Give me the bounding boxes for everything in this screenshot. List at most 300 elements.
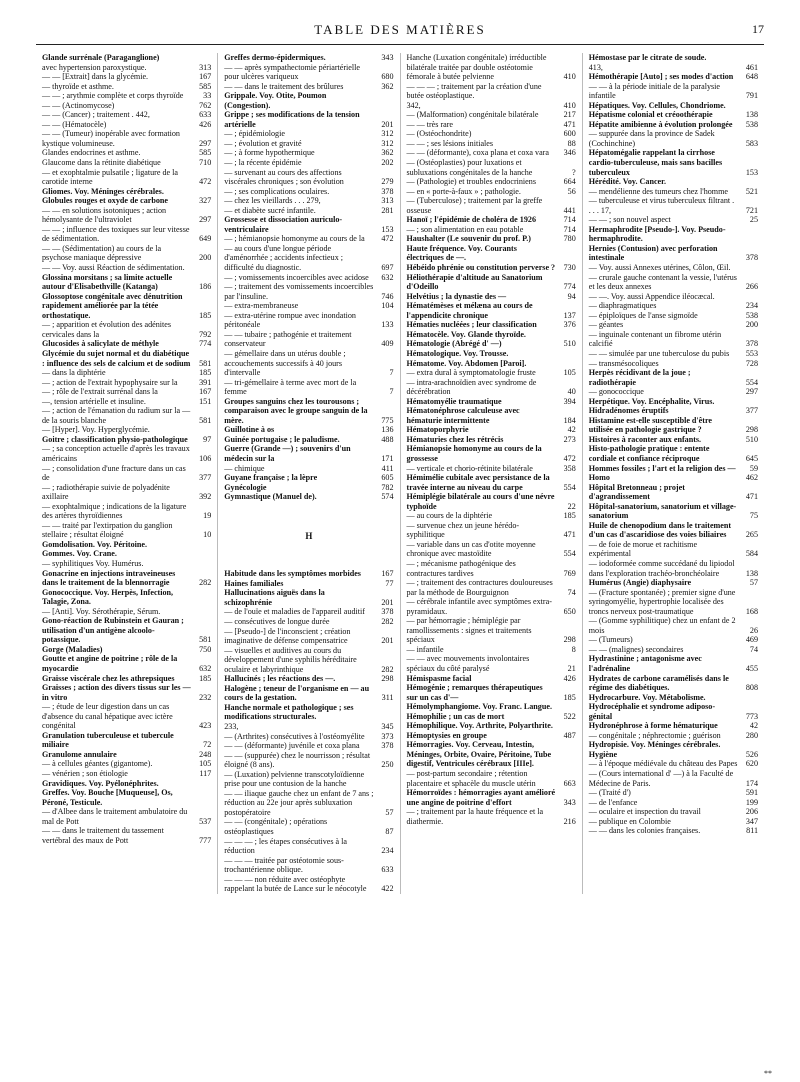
index-entry xyxy=(42,63,211,73)
entry-page: 728 xyxy=(745,358,758,368)
index-entry xyxy=(42,53,211,63)
entry-page: 298 xyxy=(381,674,394,684)
entry-text: — — ; son nouvel aspect xyxy=(588,215,671,225)
index-entry xyxy=(224,770,393,789)
entry-text: — ; action de l'extrait hypophysaire sur la xyxy=(42,377,178,387)
entry-text: Hématonéphrose calculeuse avec hématurie intermittente xyxy=(406,406,520,425)
index-entry xyxy=(42,91,211,101)
entry-page: 74 xyxy=(749,644,758,654)
entry-page: 591 xyxy=(745,788,758,798)
entry-text: Hépatisme colonial et créoothérapie xyxy=(588,110,713,120)
index-entry xyxy=(589,273,758,292)
entry-text: — (Cours international d' —) à la Faculté de Médecine de Paris. xyxy=(588,769,734,788)
entry-page: 649 xyxy=(199,234,212,244)
entry-text: Hébéido phrénie ou constitution perverse ? xyxy=(406,263,556,273)
entry-text: — de l'ouïe et maladies de l'appareil auditif xyxy=(224,607,365,617)
index-entry xyxy=(42,654,211,673)
index-entry xyxy=(407,406,576,425)
entry-page: 77 xyxy=(385,578,394,588)
entry-text: — — (déformante), coxa plana et coxa vara xyxy=(406,148,549,158)
entry-text: Guyane française ; la lèpre xyxy=(224,473,318,483)
entry-text: — au cours d'une longue période d'aménorrhée ; accidents infectieux ; difficulté du diagnostic. xyxy=(224,243,344,273)
entry-page: 538 xyxy=(745,310,758,320)
entry-text: Gonacrine en injections intraveineuses dans le traitement de la blennorragie xyxy=(42,568,176,588)
entry-page: 184 xyxy=(563,415,576,425)
index-entry xyxy=(589,635,758,645)
entry-page: 721 xyxy=(745,205,758,215)
entry-text: Gorge (Maladies) xyxy=(42,644,103,654)
index-entry xyxy=(224,579,393,589)
entry-page: 811 xyxy=(746,826,758,836)
entry-text: — (Ostéoplasties) pour luxations et subluxations congénitales de la hanche xyxy=(406,158,533,177)
index-entry xyxy=(42,387,211,397)
index-entry xyxy=(42,549,211,559)
entry-page: 185 xyxy=(199,310,212,320)
entry-page: 377 xyxy=(745,406,758,416)
entry-text: Guinée portugaise ; le paludisme. xyxy=(224,434,340,444)
entry-page: 57 xyxy=(749,578,758,588)
index-entry xyxy=(224,569,393,579)
entry-text: Huile de chenopodium dans le traitement d'un cas d'ascaridiose des voies biliaires xyxy=(588,520,732,540)
index-entry xyxy=(42,521,211,540)
index-entry xyxy=(407,807,576,826)
entry-page: 521 xyxy=(745,186,758,196)
index-entry xyxy=(589,63,758,73)
entry-text: Hydrocéphalie et syndrome adiposo-génital xyxy=(588,702,716,721)
entry-text: — et exophtalmie pulsatile ; ligature de la carotide interne xyxy=(42,167,178,187)
entry-text: Herpétique. Voy. Encéphalite, Virus. xyxy=(588,396,715,406)
entry-page: 312 xyxy=(381,138,394,148)
index-entry xyxy=(407,559,576,578)
index-entry xyxy=(224,425,393,435)
entry-text: — — (malignes) secondaires xyxy=(588,644,684,654)
index-entry xyxy=(407,712,576,722)
page-number: 17 xyxy=(752,22,764,36)
entry-text: — —. Voy. aussi Appendice iléocæcal. xyxy=(588,291,715,301)
entry-text: — exophtalmique ; indications de la ligature des artères thyroïdiennes xyxy=(42,501,187,521)
entry-text: Hydrastinine ; antagonisme avec l'adrénaline xyxy=(588,654,702,673)
index-entry xyxy=(224,492,393,502)
entry-text: Haute fréquence. Voy. Courants électriques de —. xyxy=(406,243,517,263)
entry-text: Goitre ; classification physio-pathologique xyxy=(42,434,188,444)
index-entry xyxy=(224,397,393,426)
entry-page: 645 xyxy=(745,453,758,463)
index-entry xyxy=(589,731,758,741)
index-entry xyxy=(42,607,211,617)
entry-text: — — — ; les étapes consécutives à la réduction xyxy=(224,836,347,856)
entry-text: — — dans le traitement du tassement vertébral des maux de Pott xyxy=(42,826,164,845)
entry-text: — tri-gémellaire à terme avec mort de la femme xyxy=(224,377,357,397)
entry-text: Granulome annulaire xyxy=(42,749,117,759)
entry-text: — ; consolidation d'une fracture dans un cas de xyxy=(42,463,186,483)
entry-page: 201 xyxy=(381,636,394,646)
entry-page: 632 xyxy=(199,664,212,673)
index-entry xyxy=(407,368,576,378)
entry-text: — [Pseudo-] de l'inconscient ; création imaginative de défense compensatrice xyxy=(224,626,351,646)
entry-page: 409 xyxy=(381,339,394,349)
entry-text: Hématologique. Voy. Trousse. xyxy=(406,348,509,358)
index-entry xyxy=(589,588,758,617)
entry-text: — — — traitée par ostéotomie sous-trochantérienne oblique. xyxy=(224,855,344,875)
entry-text: — [Anti]. Voy. Sérothérapie, Sérum. xyxy=(42,606,161,616)
index-entry xyxy=(224,53,393,63)
index-entry xyxy=(42,464,211,483)
entry-page: 471 xyxy=(563,119,576,129)
entry-text: Hématologie (Abrégé d' —) xyxy=(406,339,502,349)
entry-text: Guillotine à os xyxy=(224,425,275,435)
entry-text: — (Traité d') xyxy=(588,788,631,798)
index-entry xyxy=(407,578,576,597)
entry-text: Histo-pathologie pratique : entente cordiale et confiance réciproque xyxy=(588,444,710,463)
entry-page: 266 xyxy=(745,282,758,292)
entry-page: 75 xyxy=(749,511,758,521)
entry-page: 373 xyxy=(381,731,394,741)
index-entry xyxy=(407,120,576,130)
entry-text: Goutte et angine de poitrine ; rôle de la myocardie xyxy=(42,654,178,673)
index-entry xyxy=(407,53,576,82)
entry-text: Hémianopsie homonyme au cours de la grossesse xyxy=(406,444,542,463)
entry-text: — à l'époque médiévale du château des Papes xyxy=(588,759,738,769)
entry-text: — — ; ses lésions initiales xyxy=(406,138,494,148)
entry-page: 185 xyxy=(563,692,576,702)
entry-text: Hématomyélie traumatique xyxy=(406,396,502,406)
entry-text: — — dans les colonies françaises. xyxy=(588,826,701,836)
entry-page: 510 xyxy=(563,339,576,349)
entry-page: 581 xyxy=(199,635,212,645)
entry-page: 411 xyxy=(381,463,394,473)
index-entry xyxy=(407,234,576,244)
index-column-1 xyxy=(36,53,217,894)
index-entry xyxy=(407,225,576,235)
index-entry xyxy=(589,740,758,750)
entry-page: 26 xyxy=(749,625,758,635)
entry-page: 583 xyxy=(745,138,758,148)
entry-text: Gynécologie xyxy=(224,482,267,492)
index-entry xyxy=(589,148,758,177)
index-entry xyxy=(407,788,576,807)
index-entry xyxy=(407,425,576,435)
index-entry xyxy=(224,215,393,234)
index-entry xyxy=(42,339,211,349)
entry-page: 105 xyxy=(199,759,212,769)
entry-text: — infantile xyxy=(406,644,444,654)
entry-page: 105 xyxy=(563,368,576,378)
index-entry xyxy=(589,654,758,673)
entry-page: 633 xyxy=(381,865,394,875)
entry-page: 487 xyxy=(563,730,576,740)
entry-page: 10 xyxy=(203,530,212,540)
index-entry xyxy=(224,741,393,751)
index-entry xyxy=(42,158,211,168)
index-entry xyxy=(589,368,758,387)
entry-page: 538 xyxy=(745,119,758,129)
index-entry xyxy=(224,330,393,349)
entry-page: 57 xyxy=(385,807,394,817)
entry-page: 59 xyxy=(749,463,758,473)
index-entry xyxy=(42,292,211,321)
entry-page: 537 xyxy=(199,816,212,826)
index-entry xyxy=(407,292,576,302)
index-entry xyxy=(407,129,576,139)
entry-page: 392 xyxy=(199,492,212,502)
index-entry xyxy=(224,91,393,110)
entry-page: 581 xyxy=(199,415,212,425)
index-entry xyxy=(589,788,758,798)
entry-page: 362 xyxy=(381,148,394,158)
entry-text: — survenue chez un jeune hérédo-syphilitique xyxy=(406,520,520,540)
entry-page: 185 xyxy=(199,673,212,683)
index-entry xyxy=(224,875,393,894)
entry-page: 21 xyxy=(567,664,576,673)
index-entry xyxy=(224,444,393,463)
entry-text: — extra-membraneuse xyxy=(224,301,299,311)
index-entry xyxy=(224,139,393,149)
entry-page: 313 xyxy=(381,196,394,206)
index-entry xyxy=(42,540,211,550)
entry-text: — suppurée dans la province de Sadek (Cochinchine) xyxy=(588,129,715,148)
entry-text: — (Tumeurs) xyxy=(588,635,633,645)
index-entry xyxy=(589,750,758,760)
entry-page: 581 xyxy=(199,358,212,368)
entry-page: 410 xyxy=(563,100,576,110)
entry-page: 585 xyxy=(199,81,212,91)
entry-page: 620 xyxy=(745,759,758,769)
index-entry xyxy=(42,225,211,244)
entry-page: 774 xyxy=(199,339,212,349)
index-entry xyxy=(589,483,758,502)
entry-text: — — ; arythmie complète et corps thyroïde xyxy=(42,91,184,101)
entry-page: 250 xyxy=(381,760,394,770)
entry-text: Gono-réaction de Rubinstein et Gauran ; utilisation d'un antigène alcoolo-potassique. xyxy=(42,616,184,645)
entry-text: — — (congénitale) ; opérations ostéoplastiques xyxy=(224,817,328,837)
entry-page: 471 xyxy=(745,492,758,502)
entry-text: Gomdolisation. Voy. Péritoine. xyxy=(42,539,148,549)
index-entry xyxy=(407,101,576,111)
entry-text: Graisse viscérale chez les athrepsiques xyxy=(42,673,175,683)
index-entry xyxy=(42,779,211,789)
entry-text: — ; traitement des vomissements incoercibles par l'insuline. xyxy=(224,282,374,301)
entry-text: — (Fracture spontanée) ; premier signe d'une syringomyélie, hypertrophie localisée des troncs nerveux post-traumatique xyxy=(588,587,736,616)
entry-page: 137 xyxy=(563,310,576,320)
index-entry xyxy=(42,168,211,187)
entry-text: — ; apparition et évolution des adénites cervicales dans la xyxy=(42,320,172,339)
entry-text: — — (Hématocèle) xyxy=(42,119,107,129)
index-entry xyxy=(42,244,211,263)
entry-text: Hématome. Voy. Abdomen [Paroi]. xyxy=(406,358,527,368)
index-entry xyxy=(407,215,576,225)
index-entry xyxy=(589,521,758,540)
index-entry xyxy=(224,627,393,646)
entry-page: 455 xyxy=(745,664,758,673)
entry-page: 792 xyxy=(199,329,212,339)
entry-text: Guerre (Grande —) ; souvenirs d'un médecin sur la xyxy=(224,444,351,463)
entry-text: — gémellaire dans un utérus double ; accouchements successifs à 40 jours d'intervalle xyxy=(224,348,346,378)
index-entry xyxy=(42,349,211,368)
entry-text: Hommes fossiles ; l'art et la religion des — xyxy=(588,463,736,473)
entry-text: — — dans le traitement des brûlures xyxy=(224,81,344,91)
entry-text: — ; à forme hypothermique xyxy=(224,148,315,158)
entry-page: 391 xyxy=(199,377,212,387)
index-entry xyxy=(224,196,393,206)
index-entry xyxy=(42,788,211,807)
entry-text: — ; traitement par la haute fréquence et la diathermie. xyxy=(406,807,544,826)
entry-page: 378 xyxy=(745,339,758,349)
entry-text: — ; action de l'émanation du radium sur la — de la souris blanche xyxy=(42,406,191,425)
entry-page: 42 xyxy=(749,721,758,731)
index-entry xyxy=(589,320,758,330)
entry-page: 378 xyxy=(381,741,394,751)
index-entry xyxy=(224,684,393,703)
index-entry xyxy=(407,320,576,330)
entry-page: 297 xyxy=(199,138,212,148)
entry-text: Hydrates de carbone caramélisés dans le régime des diabétiques. xyxy=(588,673,729,693)
entry-page: 298 xyxy=(745,425,758,435)
index-entry xyxy=(224,856,393,875)
entry-page: 777 xyxy=(199,835,212,845)
entry-page: 201 xyxy=(381,597,394,607)
index-entry xyxy=(407,330,576,340)
index-entry xyxy=(407,110,576,120)
entry-page: 472 xyxy=(199,177,212,187)
index-entry xyxy=(589,82,758,101)
index-entry xyxy=(42,368,211,378)
entry-page: 282 xyxy=(381,616,394,626)
index-entry xyxy=(589,263,758,273)
entry-page: 510 xyxy=(745,434,758,444)
entry-text: — (Tuberculose) ; traitement par la greffe osseuse xyxy=(406,196,543,215)
index-entry xyxy=(224,129,393,139)
index-column-2 xyxy=(217,53,399,894)
index-entry xyxy=(589,359,758,369)
entry-text: Hydropisie. Voy. Méninges cérébrales. xyxy=(588,740,721,750)
entry-page: 362 xyxy=(381,81,394,91)
index-entry xyxy=(42,750,211,760)
index-entry xyxy=(224,703,393,722)
entry-text: — — en solutions isotoniques ; action hémolysante de l'ultraviolet xyxy=(42,205,167,225)
index-entry xyxy=(589,301,758,311)
entry-text: Greffes. Voy. Bouche [Muqueuse], Os, Péroné, Testicule. xyxy=(42,788,173,807)
index-entry xyxy=(407,702,576,712)
index-entry xyxy=(42,82,211,92)
entry-page: 426 xyxy=(563,673,576,683)
entry-text: — — (Sédimentation) au cours de la psychose maniaque dépressive xyxy=(42,243,162,263)
entry-text: — — traité par l'extirpation du ganglion stellaire ; résultat éloigné xyxy=(42,520,173,540)
entry-page: 346 xyxy=(563,148,576,158)
entry-page: 312 xyxy=(381,129,394,139)
entry-text: Hallucinations aiguës dans la schizophrénie xyxy=(224,588,325,607)
index-entry xyxy=(224,349,393,378)
entry-text: Héliothérapie d'altitude au Sanatorium d'Odeillo xyxy=(406,272,543,292)
index-entry xyxy=(407,597,576,616)
entry-page: 153 xyxy=(745,167,758,177)
entry-text: — ; radiothérapie suivie de polyadénite axillaire xyxy=(42,482,170,502)
entry-page: 648 xyxy=(745,72,758,82)
entry-text: — ; rôle de l'extrait surrénal dans la xyxy=(42,387,158,397)
index-entry xyxy=(42,616,211,645)
entry-page: 584 xyxy=(745,549,758,559)
index-entry xyxy=(589,196,758,215)
entry-page: 574 xyxy=(381,492,394,502)
entry-page: 680 xyxy=(381,72,394,82)
index-entry xyxy=(589,387,758,397)
entry-text: — dans la diphtérie xyxy=(42,368,106,378)
entry-text: Glossina morsitans ; sa limite actuelle autour d'Elisabethville (Katanga) xyxy=(42,272,173,292)
entry-page: 56 xyxy=(567,186,576,196)
index-entry xyxy=(42,120,211,130)
entry-page: 33 xyxy=(203,91,212,101)
entry-page: 40 xyxy=(567,387,576,397)
entry-text: — post-partum secondaire ; rétention placentaire et sphacèle du muscle utérin xyxy=(406,769,536,788)
index-entry xyxy=(42,559,211,569)
entry-text: — d'Albee dans le traitement ambulatoire du mal de Pott xyxy=(42,807,188,826)
entry-text: Hémimélie cubitale avec persistance de la travée interne au niveau du carpe xyxy=(406,473,550,492)
entry-text: — ; sa conception actuelle d'après les travaux américains xyxy=(42,444,190,463)
entry-page: 600 xyxy=(563,129,576,139)
index-entry xyxy=(224,646,393,675)
entry-text: Herpès récidivant de la joue ; radiothérapie xyxy=(588,368,691,387)
entry-page: 311 xyxy=(381,693,394,703)
index-entry xyxy=(407,521,576,540)
entry-text: — ; mécanisme pathogénique des contractures tardives xyxy=(406,558,516,578)
index-entry xyxy=(224,464,393,474)
entry-page: 376 xyxy=(563,320,576,330)
entry-text: — (Pathologie) et troubles endocriniens xyxy=(406,177,536,187)
index-entry xyxy=(42,502,211,521)
entry-page: 426 xyxy=(199,119,212,129)
page-title: TABLE DES MATIÈRES xyxy=(314,22,486,37)
entry-text: Hernies (Contusion) avec perforation intestinale xyxy=(588,243,718,263)
index-entry xyxy=(589,798,758,808)
entry-text: Hémiplégie bilatérale au cours d'une névre typhoïde xyxy=(406,492,555,511)
entry-text: — ; vomissements incoercibles avec acidose xyxy=(224,272,369,282)
entry-text: — iodoformée comme succédané du lipiodol dans l'exploration trachéo-bronchéolaire xyxy=(588,558,735,578)
entry-page: 174 xyxy=(745,778,758,788)
index-entry xyxy=(407,397,576,407)
index-entry xyxy=(589,721,758,731)
entry-page: 327 xyxy=(199,196,212,206)
entry-text: 342, xyxy=(406,100,421,110)
entry-page: 472 xyxy=(563,453,576,463)
index-entry xyxy=(224,82,393,92)
entry-page: 697 xyxy=(381,263,394,273)
entry-page: 106 xyxy=(199,453,212,463)
entry-text: — — (suppurée) chez le nourrisson ; résultat éloigné (8 ans). xyxy=(224,750,371,770)
entry-text: Homo xyxy=(588,473,610,483)
index-entry xyxy=(589,807,758,817)
entry-text: Hématémèses et mélæna au cours de l'appendicite chronique xyxy=(406,301,533,320)
index-entry xyxy=(589,540,758,559)
index-entry xyxy=(224,588,393,607)
entry-text: — variable dans un cas d'otite moyenne chronique avec mastoïdite xyxy=(406,539,536,559)
entry-page: 151 xyxy=(199,396,212,406)
index-entry xyxy=(407,158,576,177)
entry-page: 469 xyxy=(745,635,758,645)
entry-page: 273 xyxy=(563,434,576,444)
entry-text: avec hypertension paroxystique. xyxy=(42,62,147,72)
entry-text: Hanche (Luxation congénitale) irréductible bilatérale traitée par double ostéotomie fémorale à butée pelvienne xyxy=(406,53,547,82)
entry-text: — mendélienne des tumeurs chez l'homme xyxy=(588,186,728,196)
entry-text: Graisses ; action des divers tissus sur les — in vitro xyxy=(42,683,191,702)
index-entry xyxy=(224,244,393,273)
index-entry xyxy=(407,148,576,158)
entry-text: — (Luxation) pelvienne transcotyloïdienne prise pour une contusion de la hanche xyxy=(224,769,365,789)
entry-page: 171 xyxy=(381,453,394,463)
entry-text: — et diabète sucré infantile. xyxy=(224,205,316,215)
index-entry xyxy=(224,483,393,493)
entry-text: 413, xyxy=(588,62,603,72)
entry-text: Hépatite amibienne à évolution prolongée xyxy=(588,119,733,129)
entry-text: — intra-arachnoïdien avec syndrome de décérébration xyxy=(406,377,537,397)
